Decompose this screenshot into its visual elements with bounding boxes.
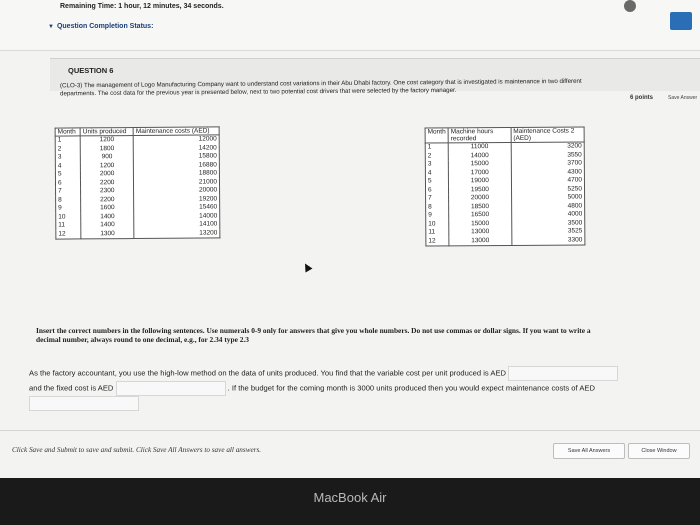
table-cell: 19200: [134, 195, 220, 204]
table-cell: 11: [426, 228, 449, 237]
table-cell: 12: [426, 237, 449, 246]
table-cell: 1800: [80, 145, 133, 154]
table-cell: 5: [55, 170, 80, 179]
table-cell: 3300: [511, 236, 584, 246]
table-cell: 18800: [134, 169, 220, 178]
table-cell: 19000: [449, 177, 512, 186]
table-cell: 19500: [449, 185, 512, 194]
sentence-part2: and the fixed cost is AED: [29, 383, 114, 393]
variable-cost-input[interactable]: [508, 366, 618, 381]
question-completion-status[interactable]: [48, 23, 153, 30]
table1-header-units: Units produced: [80, 128, 133, 136]
table-cell: 1600: [81, 204, 134, 213]
table-cell: 3700: [511, 159, 584, 168]
table-cell: 15800: [134, 152, 220, 161]
table-cell: 14100: [134, 220, 220, 229]
table-cell: 15000: [448, 160, 511, 169]
table-cell: 11000: [448, 142, 511, 151]
table-cell: 4: [425, 169, 448, 178]
table2-header-month: Month: [425, 128, 448, 143]
machine-hours-table: [425, 126, 586, 246]
sentence-part1: As the factory accountant, you use the high-low method on the data of units produced. You find that the variable cost per unit produced is AED: [29, 368, 507, 378]
save-all-answers-button[interactable]: Save All Answers: [553, 443, 625, 459]
table-cell: 3200: [511, 142, 584, 152]
question-intro: (CLO-3) The management of Logo Manufacturing Company want to understand cost variations in their Abu Dhabi factory. One cost category that is investigated is maintenance in two different departments. The cost data for the previous year is presented below, next to two potential cost drivers that were selected by the factory manager.: [59, 77, 582, 97]
table-cell: 8: [426, 203, 449, 212]
table-cell: 1: [425, 143, 448, 152]
table-cell: 5250: [511, 185, 584, 194]
table-cell: 1200: [80, 136, 133, 145]
table-cell: 11: [56, 221, 81, 230]
table-cell: 18500: [449, 202, 512, 211]
instructions: Insert the correct numbers in the following sentences. Use numerals 0-9 only for answers that give you whole numbers. Do not use commas or dollar signs. If you want to write a decimal number, always round to one decimal, e.g., for 2.34 type 2.3: [36, 326, 591, 344]
table-cell: 3550: [511, 151, 584, 160]
table-cell: 16880: [134, 161, 220, 170]
triangle-down-icon: ▼: [48, 24, 54, 30]
table-cell: 9: [56, 204, 81, 213]
info-icon[interactable]: [670, 12, 692, 30]
table-cell: 1200: [80, 162, 133, 171]
table-cell: 13000: [449, 228, 512, 237]
table-cell: 7: [56, 187, 81, 196]
table-cell: 2300: [81, 187, 134, 196]
table-cell: 13000: [449, 236, 512, 245]
table-cell: 1400: [81, 213, 134, 222]
points-label: 6 points: [630, 95, 654, 101]
table1-header-costs: Maintenance costs (AED): [133, 127, 219, 136]
window-control-icon[interactable]: [624, 0, 636, 12]
table-cell: 4: [55, 162, 80, 171]
close-window-button[interactable]: Close Window: [628, 443, 690, 459]
table-cell: 12: [56, 230, 81, 239]
status-label: Question Completion Status:: [56, 23, 154, 30]
question-number: QUESTION 6: [68, 66, 114, 75]
table-cell: 4000: [511, 210, 584, 219]
table-cell: 4300: [511, 168, 584, 177]
remaining-time: Remaining Time: 1 hour, 12 minutes, 34 seconds.: [60, 3, 224, 10]
table-cell: 9: [426, 211, 449, 220]
table-cell: 5000: [511, 193, 584, 202]
table-cell: 17000: [448, 168, 511, 177]
mouse-cursor-icon: [302, 262, 313, 273]
table-cell: 2200: [81, 196, 134, 205]
table-cell: 2: [55, 145, 80, 154]
table-cell: 6: [425, 186, 448, 195]
table-cell: 14200: [133, 144, 219, 153]
table-cell: 20000: [449, 194, 512, 203]
table-cell: 3525: [511, 227, 584, 236]
fixed-cost-input[interactable]: [116, 381, 226, 396]
table-cell: 7: [426, 194, 449, 203]
table-cell: 1: [55, 136, 80, 145]
table-cell: 20000: [134, 186, 220, 195]
table-cell: 3: [425, 160, 448, 169]
table-cell: 5: [425, 177, 448, 186]
table2-header-costs: Maintenance Costs 2 (AED): [511, 127, 584, 143]
save-answer-button[interactable]: Save Answer: [668, 95, 698, 101]
table-cell: 10: [56, 213, 81, 222]
sentence-part3: . If the budget for the coming month is 3000 units produced then you would expect maintenance costs of AED: [227, 383, 595, 393]
table-cell: 3: [55, 153, 80, 162]
submit-note: Click Save and Submit to save and submit. Click Save All Answers to save all answers.: [12, 446, 262, 454]
table-cell: 16500: [449, 211, 512, 220]
table-cell: 8: [56, 196, 81, 205]
table-cell: 1300: [81, 230, 134, 239]
table-cell: 10: [426, 220, 449, 229]
table-cell: 15460: [134, 203, 220, 212]
top-bar: [0, 0, 700, 51]
table-cell: 21000: [134, 178, 220, 187]
table-cell: 2000: [81, 170, 134, 179]
table-cell: 14000: [448, 151, 511, 160]
expected-cost-input[interactable]: [29, 396, 139, 411]
table-cell: 12000: [133, 135, 219, 145]
fill-in-sentence: [29, 366, 629, 411]
table-cell: 6: [55, 179, 80, 188]
table-cell: 2200: [81, 179, 134, 188]
table-cell: 900: [80, 153, 133, 162]
table1-header-month: Month: [55, 128, 80, 136]
table-cell: 1400: [81, 221, 134, 230]
table-cell: 4800: [511, 202, 584, 211]
units-produced-table: [55, 126, 221, 239]
table-cell: 15000: [449, 219, 512, 228]
table-cell: 2: [425, 152, 448, 161]
table-row: [56, 229, 220, 239]
footer-divider: [0, 430, 700, 431]
device-label: MacBook Air: [313, 490, 387, 505]
table-cell: 14000: [134, 212, 220, 221]
table2-header-hours: Machine hours recorded: [448, 127, 511, 142]
table-cell: 4700: [511, 176, 584, 185]
table-row: [426, 236, 585, 246]
table-cell: 3500: [511, 219, 584, 228]
table-cell: 13200: [134, 229, 220, 239]
